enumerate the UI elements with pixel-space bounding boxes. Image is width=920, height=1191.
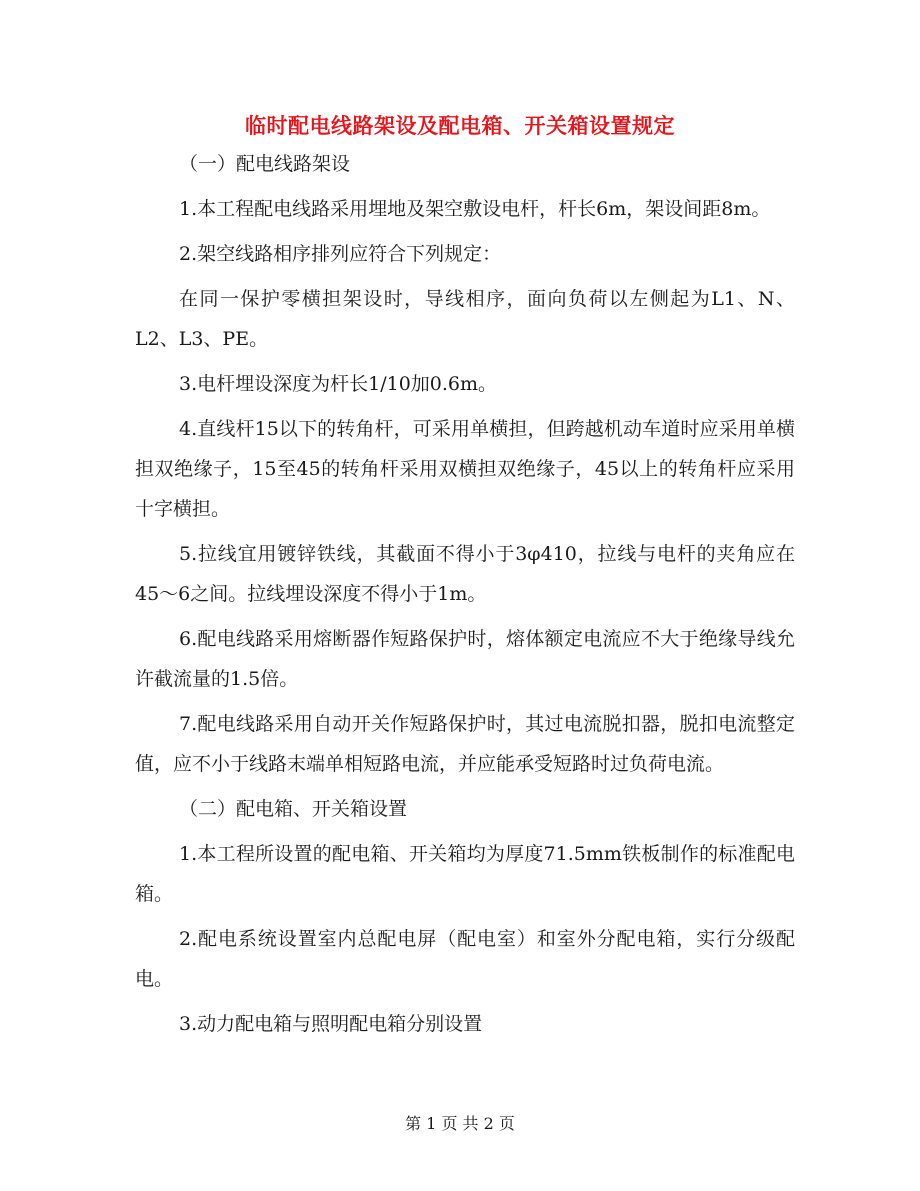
document-title: 临时配电线路架设及配电箱、开关箱设置规定 — [245, 113, 675, 138]
paragraph-1-7: 7.配电线路采用自动开关作短路保护时，其过电流脱扣器，脱扣电流整定值，应不小于线路末端单相短路电流，并应能承受短路时过负荷电流。 — [135, 713, 795, 775]
paragraph-2-2: 2.配电系统设置室内总配电屏（配电室）和室外分配电箱，实行分级配电。 — [135, 928, 795, 990]
section-heading-2: （二）配电箱、开关箱设置 — [179, 798, 408, 820]
document-body — [135, 144, 795, 1049]
page-footer: 第 1 页 共 2 页 — [405, 1114, 515, 1133]
section-heading-1: （一）配电线路架设 — [179, 153, 351, 175]
paragraph-1-1: 1.本工程配电线路采用埋地及架空敷设电杆，杆长6m，架设间距8m。 — [179, 198, 771, 220]
paragraph-2-3: 3.动力配电箱与照明配电箱分别设置 — [179, 1013, 483, 1035]
paragraph-2-1: 1.本工程所设置的配电箱、开关箱均为厚度71.5mm铁板制作的标准配电箱。 — [135, 843, 795, 905]
paragraph-1-4: 4.直线杆15以下的转角杆，可采用单横担，但跨越机动车道时应采用单横担双绝缘子，15至45的转角杆采用双横担双绝缘子，45以上的转角杆应采用十字横担。 — [135, 418, 795, 520]
paragraph-1-2-detail: 在同一保护零横担架设时，导线相序，面向负荷以左侧起为L1、N、L2、L3、PE。 — [135, 288, 795, 350]
paragraph-1-2: 2.架空线路相序排列应符合下列规定： — [179, 243, 502, 265]
paragraph-1-5: 5.拉线宜用镀锌铁线，其截面不得小于3φ410，拉线与电杆的夹角应在45～6之间。拉线埋设深度不得小于1m。 — [135, 543, 795, 605]
paragraph-1-3: 3.电杆埋设深度为杆长1/10加0.6m。 — [179, 373, 498, 395]
paragraph-1-6: 6.配电线路采用熔断器作短路保护时，熔体额定电流应不大于绝缘导线允许截流量的1.5倍。 — [135, 628, 795, 690]
